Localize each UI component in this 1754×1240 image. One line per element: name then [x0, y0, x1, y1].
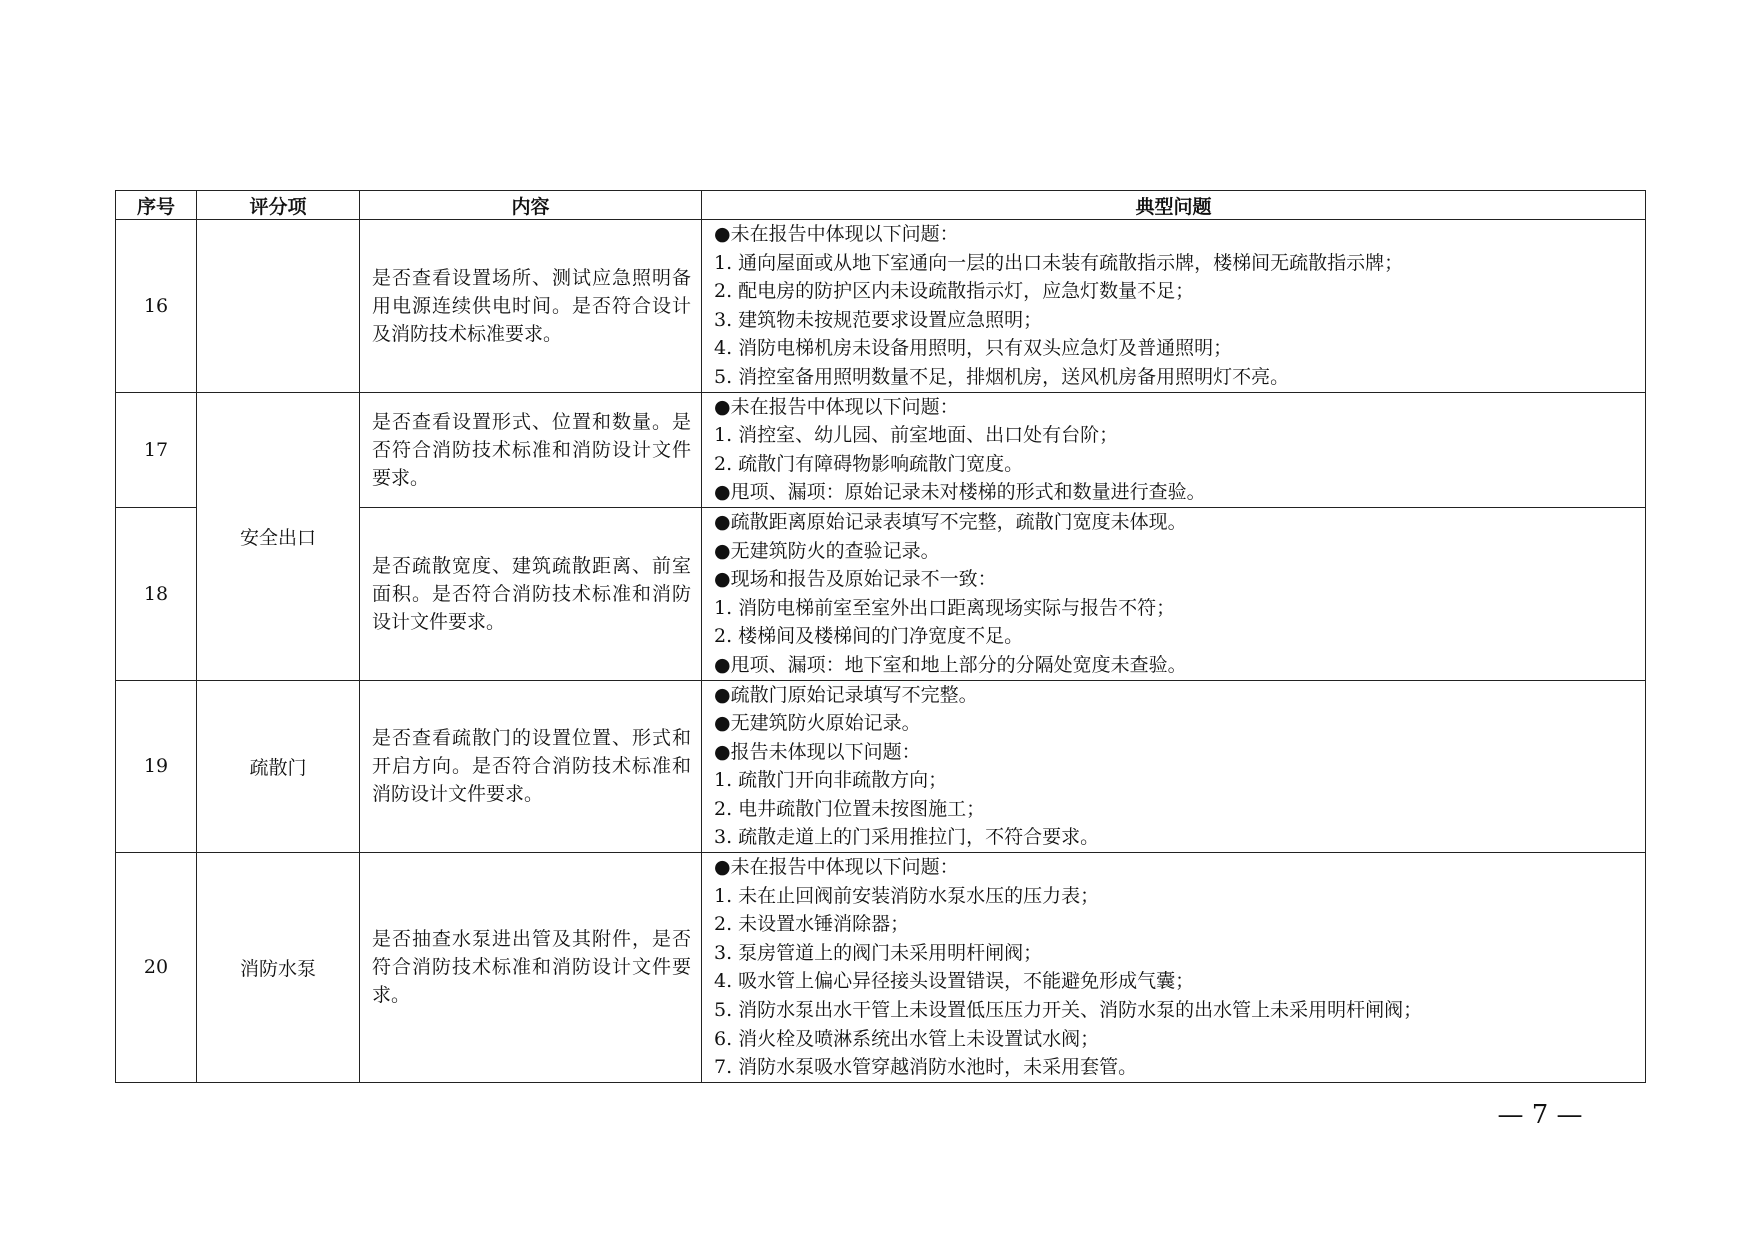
header-scoring-item: 评分项	[197, 191, 360, 220]
issue-line: 3. 疏散走道上的门采用推拉门，不符合要求。	[714, 826, 1100, 849]
issue-line: ●无建筑防火的查验记录。	[714, 539, 940, 562]
issue-line: 2. 配电房的防护区内未设疏散指示灯，应急灯数量不足；	[714, 280, 1195, 303]
table-header-row	[116, 191, 1646, 220]
row-number: 19	[116, 680, 197, 853]
inspection-table	[115, 190, 1646, 1083]
issue-line: ●无建筑防火原始记录。	[714, 712, 921, 735]
issue-line: 2. 电井疏散门位置未按图施工；	[714, 797, 986, 820]
row-content: 是否查看疏散门的设置位置、形式和开启方向。是否符合消防技术标准和消防设计文件要求。	[360, 680, 702, 853]
issue-line: ●甩项、漏项：地下室和地上部分的分隔处宽度未查验。	[714, 653, 1187, 676]
row-number: 17	[116, 392, 197, 507]
row-category-merged: 安全出口	[197, 392, 360, 680]
issue-line: ●疏散距离原始记录表填写不完整，疏散门宽度未体现。	[714, 510, 1187, 533]
issue-line: 2. 楼梯间及楼梯间的门净宽度不足。	[714, 625, 1024, 648]
issue-line: 1. 消控室、幼儿园、前室地面、出口处有台阶；	[714, 424, 1119, 447]
row-issues	[702, 392, 1646, 507]
row-issues	[702, 680, 1646, 853]
page-number: — 7 —	[1497, 1100, 1583, 1130]
header-serial-number: 序号	[116, 191, 197, 220]
header-content: 内容	[360, 191, 702, 220]
row-content: 是否查看设置形式、位置和数量。是否符合消防技术标准和消防设计文件要求。	[360, 392, 702, 507]
issue-line: 6. 消火栓及喷淋系统出水管上未设置试水阀；	[714, 1027, 1100, 1050]
issue-line: 2. 疏散门有障碍物影响疏散门宽度。	[714, 452, 1024, 475]
row-content: 是否查看设置场所、测试应急照明备用电源连续供电时间。是否符合设计及消防技术标准要求。	[360, 220, 702, 393]
issue-line: 1. 疏散门开向非疏散方向；	[714, 769, 948, 792]
table-row	[116, 220, 1646, 393]
table-row	[116, 680, 1646, 853]
issue-line: 1. 未在止回阀前安装消防水泵水压的压力表；	[714, 884, 1100, 907]
issue-line: ●未在报告中体现以下问题：	[714, 395, 959, 418]
row-issues	[702, 507, 1646, 680]
row-number: 18	[116, 507, 197, 680]
issue-line: 3. 建筑物未按规范要求设置应急照明；	[714, 308, 1043, 331]
row-category: 疏散门	[197, 680, 360, 853]
issue-line: ●疏散门原始记录填写不完整。	[714, 683, 978, 706]
row-content: 是否疏散宽度、建筑疏散距离、前室面积。是否符合消防技术标准和消防设计文件要求。	[360, 507, 702, 680]
row-category	[197, 220, 360, 393]
issue-line: 2. 未设置水锤消除器；	[714, 913, 910, 936]
row-category: 消防水泵	[197, 853, 360, 1083]
issue-line: ●未在报告中体现以下问题：	[714, 223, 959, 245]
row-number: 16	[116, 220, 197, 393]
row-issues	[702, 853, 1646, 1083]
issue-line: ●现场和报告及原始记录不一致：	[714, 568, 997, 591]
row-content: 是否抽查水泵进出管及其附件，是否符合消防技术标准和消防设计文件要求。	[360, 853, 702, 1083]
issue-line: ●甩项、漏项：原始记录未对楼梯的形式和数量进行查验。	[714, 481, 1206, 504]
header-typical-problems: 典型问题	[702, 191, 1646, 220]
row-number: 20	[116, 853, 197, 1083]
table-row	[116, 853, 1646, 1083]
issue-line: 1. 通向屋面或从地下室通向一层的出口未装有疏散指示牌，楼梯间无疏散指示牌；	[714, 251, 1404, 274]
issue-line: 5. 消防水泵出水干管上未设置低压压力开关、消防水泵的出水管上未采用明杆闸阀；	[714, 999, 1423, 1022]
issue-line: 4. 吸水管上偏心异径接头设置错误，不能避免形成气囊；	[714, 970, 1195, 993]
issue-line: ●未在报告中体现以下问题：	[714, 856, 959, 879]
issue-line: 4. 消防电梯机房未设备用照明，只有双头应急灯及普通照明；	[714, 337, 1233, 360]
row-issues	[702, 220, 1646, 393]
issue-line: 5. 消控室备用照明数量不足，排烟机房，送风机房备用照明灯不亮。	[714, 365, 1290, 388]
issue-line: 1. 消防电梯前室至室外出口距离现场实际与报告不符；	[714, 596, 1176, 619]
issue-line: ●报告未体现以下问题：	[714, 740, 921, 763]
issue-line: 7. 消防水泵吸水管穿越消防水池时，未采用套管。	[714, 1056, 1138, 1079]
table-row	[116, 392, 1646, 507]
issue-line: 3. 泵房管道上的阀门未采用明杆闸阀；	[714, 941, 1043, 964]
